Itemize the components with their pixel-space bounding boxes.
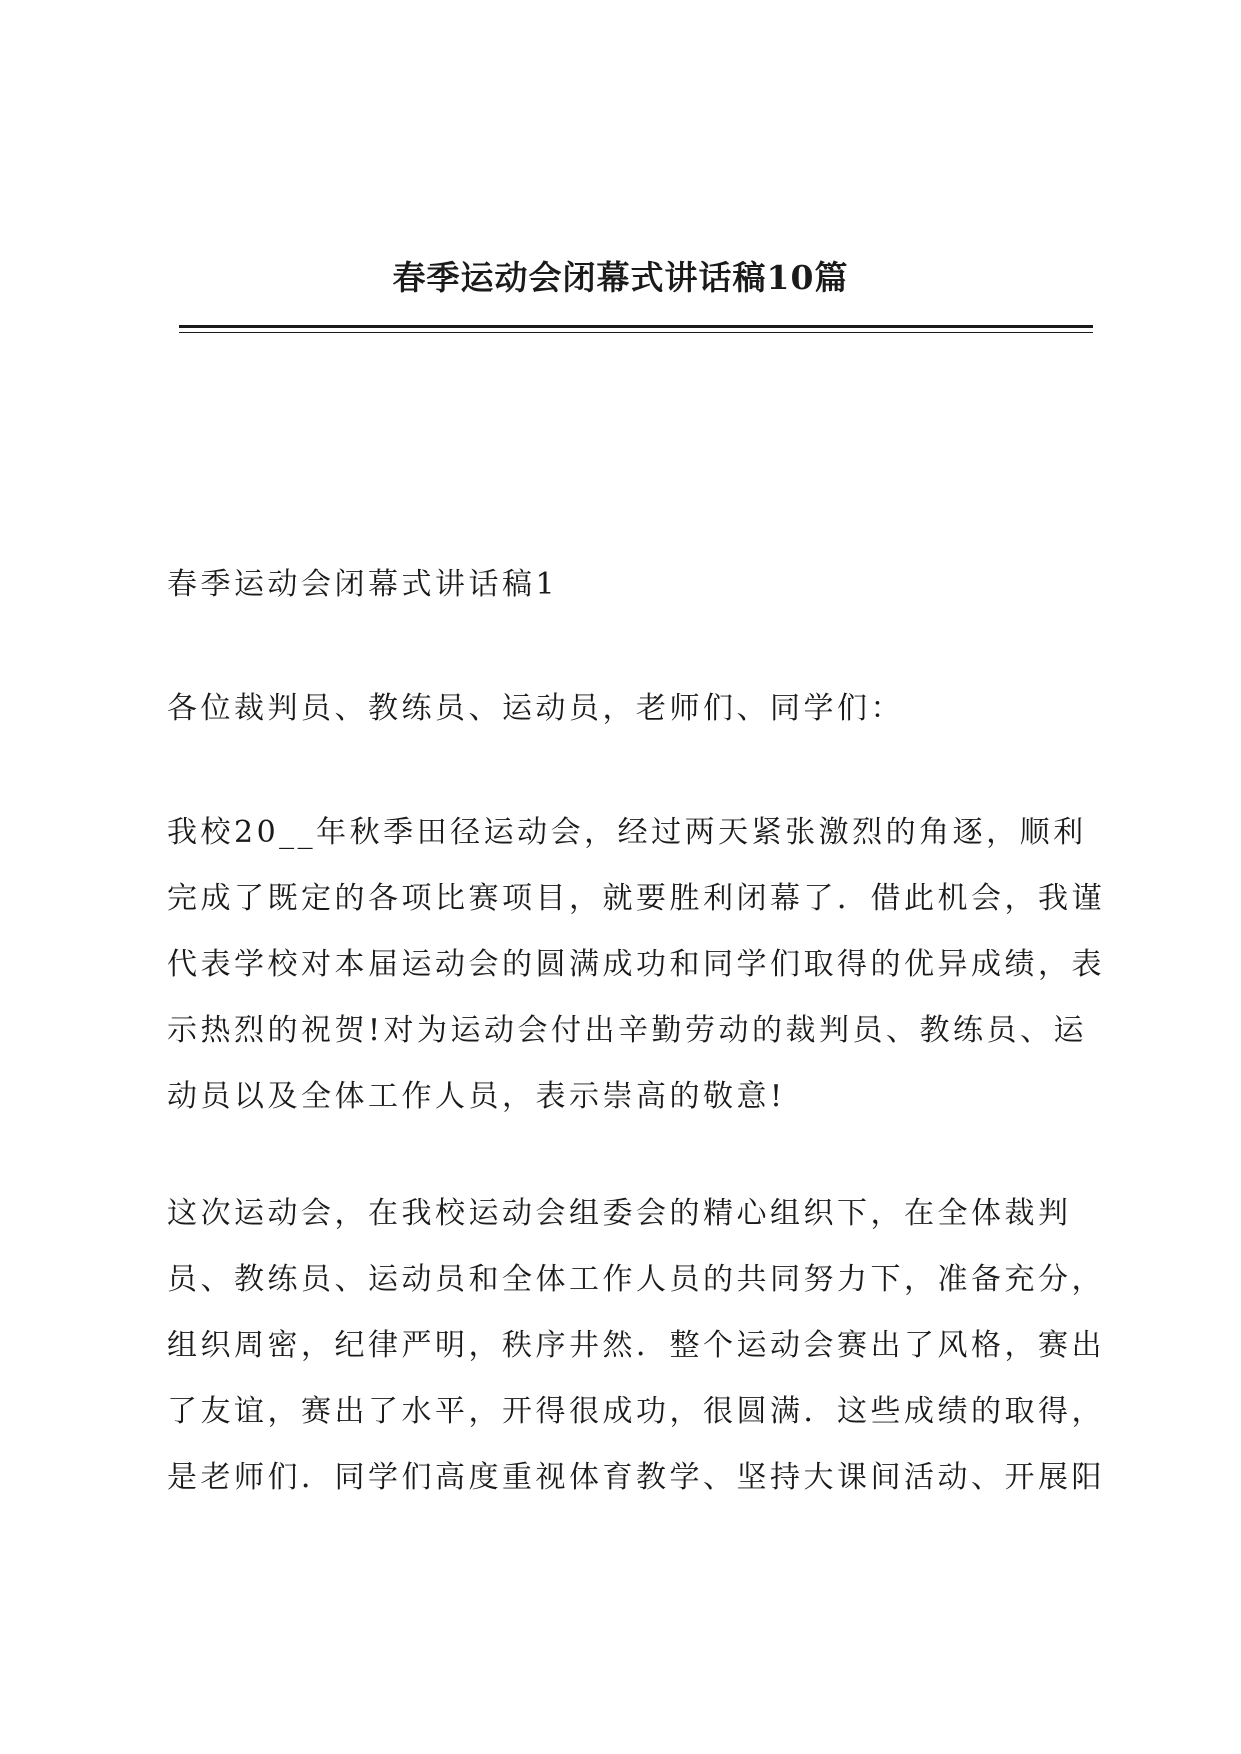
paragraph-line: 了友谊，赛出了水平，开得很成功，很圆满．这些成绩的取得，: [167, 1394, 1105, 1429]
document-title: 春季运动会闭幕式讲话稿10篇: [392, 258, 849, 297]
paragraph-line: 我校20__年秋季田径运动会，经过两天紧张激烈的角逐，顺利: [167, 815, 1087, 850]
salutation: [167, 676, 1099, 742]
paragraph-1: [167, 800, 1105, 1130]
paragraph-line: 示热烈的祝贺!对为运动会付出辛勤劳动的裁判员、教练员、运: [167, 1013, 1088, 1048]
paragraph-line: 代表学校对本届运动会的圆满成功和同学们取得的优异成绩，表: [167, 947, 1105, 982]
paragraph-line: 组织周密，纪律严明，秩序井然．整个运动会赛出了风格，赛出: [167, 1328, 1105, 1363]
title-rule-thin: [179, 332, 1093, 333]
paragraph-2: [167, 1181, 1105, 1511]
section-heading: [167, 552, 1099, 618]
paragraph-line: 完成了既定的各项比赛项目，就要胜利闭幕了．借此机会，我谨: [167, 881, 1105, 916]
section-heading-text: 春季运动会闭幕式讲话稿1: [167, 567, 559, 602]
paragraph-line: 员、教练员、运动员和全体工作人员的共同努力下，准备充分，: [167, 1262, 1105, 1297]
paragraph-line: 是老师们．同学们高度重视体育教学、坚持大课间活动、开展阳: [167, 1460, 1105, 1495]
title-rule-thick: [179, 325, 1093, 328]
paragraph-line: 这次运动会，在我校运动会组委会的精心组织下，在全体裁判: [167, 1196, 1072, 1231]
salutation-text: 各位裁判员、教练员、运动员，老师们、同学们：: [167, 691, 904, 726]
paragraph-line: 动员以及全体工作人员，表示崇高的敬意!: [167, 1079, 786, 1114]
